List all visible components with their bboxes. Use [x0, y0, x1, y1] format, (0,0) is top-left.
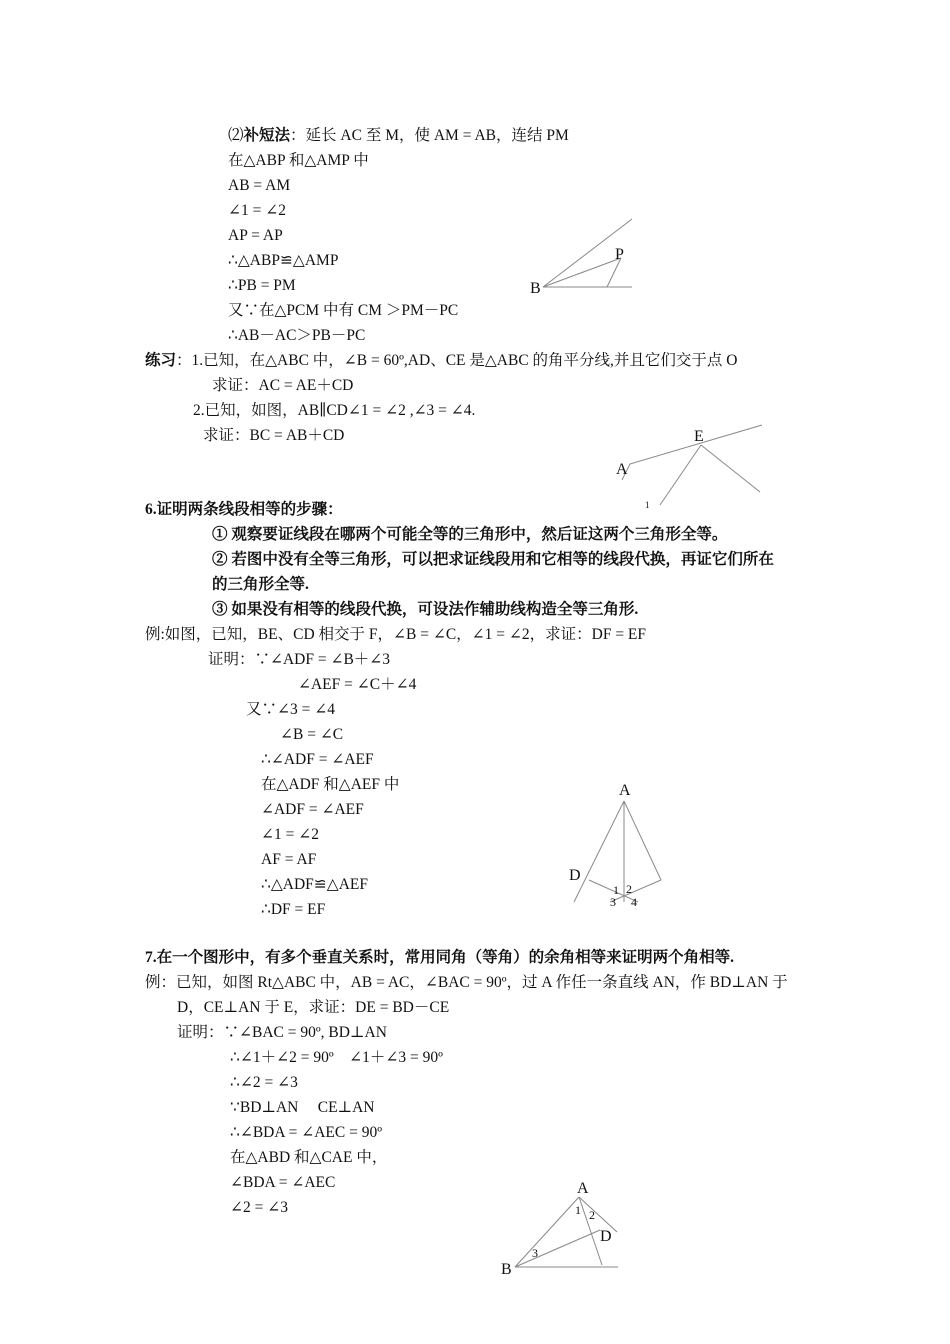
practice-title: 练习	[145, 352, 177, 369]
proof-line: ∴∠1＋∠2 = 90º ∠1＋∠3 = 90º	[230, 1049, 443, 1066]
point-label-a: A	[616, 461, 628, 478]
angle-label-2: 2	[589, 1208, 595, 1222]
right-triangle-figure-4	[495, 1175, 625, 1280]
proof-line: ∠BDA = ∠AEC	[230, 1174, 336, 1191]
figure-line	[701, 445, 760, 492]
section-7-title: 7.在一个图形中，有多个垂直关系时，常用同角（等角）的余角相等来证明两个角相等.	[145, 949, 735, 966]
example-statement: 例：已知，如图 Rt△ABC 中，AB = AC，∠BAC = 90º，过 A 作任一条直线 AN，作 BD⊥AN 于	[145, 974, 788, 991]
angle-label-1: 1	[613, 883, 619, 897]
proof-line: ∠2 = ∠3	[230, 1199, 288, 1216]
step-3: ③ 如果没有相等的线段代换，可设法作辅助线构造全等三角形.	[212, 601, 639, 618]
proof-line: 在△ADF 和△AEF 中	[261, 776, 400, 793]
practice-line	[145, 351, 737, 371]
angle-label-3: 3	[610, 895, 616, 909]
proof-line: ∴AB－AC＞PB－PC	[228, 327, 366, 344]
practice-problem-1: ：1.已知，在△ABC 中，∠B = 60º,AD、CE 是△ABC 的角平分线,并且它们交于点 O	[176, 352, 738, 369]
practice-prove-1: 求证：AC = AE＋CD	[212, 377, 354, 394]
proof-line: AF = AF	[261, 851, 317, 868]
method-name: 补短法	[243, 127, 291, 144]
angle-label-1: 1	[645, 500, 650, 510]
proof-line: ∠1 = ∠2	[261, 826, 319, 843]
proof-line: 证明：∵∠ADF = ∠B＋∠3	[208, 651, 391, 668]
step-1: ① 观察要证线段在哪两个可能全等的三角形中，然后证这两个三角形全等。	[212, 526, 728, 543]
section-6-title: 6.证明两条线段相等的步骤：	[145, 501, 343, 518]
proof-line: AB = AM	[228, 177, 291, 194]
triangle-figure-3	[560, 775, 675, 909]
proof-line: ∵BD⊥AN CE⊥AN	[230, 1099, 375, 1116]
proof-line: ∴△ABP≌△AMP	[228, 252, 339, 269]
angle-label-4: 4	[631, 895, 637, 909]
method-line	[228, 126, 569, 146]
figure-line	[515, 1230, 600, 1267]
triangle-figure-1	[525, 215, 640, 300]
proof-line: 又∵在△PCM 中有 CM ＞PM－PC	[228, 302, 459, 319]
point-label-d: D	[569, 867, 581, 884]
proof-line: 证明：∵∠BAC = 90º, BD⊥AN	[177, 1024, 387, 1041]
proof-line: ∴∠ADF = ∠AEF	[261, 751, 374, 768]
point-label-a: A	[577, 1180, 589, 1197]
point-label-b: B	[530, 280, 541, 297]
angle-label-1: 1	[575, 1203, 581, 1217]
proof-line: ∠1 = ∠2	[228, 202, 286, 219]
method-number: ⑵	[228, 127, 244, 144]
trapezoid-figure-2	[610, 420, 770, 510]
angle-label-3: 3	[532, 1246, 538, 1260]
proof-line: 在△ABP 和△AMP 中	[228, 152, 369, 169]
point-label-d: D	[600, 1228, 612, 1245]
method-description: ：延长 AC 至 M，使 AM = AB，连结 PM	[290, 127, 569, 144]
example-statement: 例:如图，已知，BE、CD 相交于 F，∠B = ∠C，∠1 = ∠2，求证：DF = EF	[145, 626, 647, 643]
point-label-b: B	[501, 1261, 512, 1278]
proof-line: ∴DF = EF	[261, 901, 326, 918]
example-statement-continued: D，CE⊥AN 于 E，求证：DE = BD－CE	[177, 999, 450, 1016]
point-label-a: A	[619, 782, 631, 799]
point-label-e: E	[694, 428, 704, 445]
proof-line: ∴∠2 = ∠3	[230, 1074, 298, 1091]
step-2-continued: 的三角形全等.	[212, 576, 309, 593]
practice-problem-2: 2.已知，如图，AB∥CD∠1 = ∠2 ,∠3 = ∠4.	[193, 402, 476, 419]
proof-line: ∴PB = PM	[228, 277, 296, 294]
proof-line: ∠B = ∠C	[280, 726, 344, 743]
proof-line: 在△ABD 和△CAE 中，	[230, 1149, 388, 1166]
angle-label-2: 2	[626, 882, 632, 896]
proof-line: ∠AEF = ∠C＋∠4	[298, 676, 417, 693]
figure-line	[624, 801, 661, 880]
figure-line	[515, 1197, 579, 1267]
proof-line: 又∵∠3 = ∠4	[246, 701, 335, 718]
step-2: ② 若图中没有全等三角形，可以把求证线段用和它相等的线段代换，再证它们所在	[212, 551, 774, 568]
proof-line: ∠ADF = ∠AEF	[261, 801, 364, 818]
practice-prove-2: 求证：BC = AB＋CD	[203, 427, 345, 444]
figure-line	[660, 445, 701, 505]
proof-line: ∴△ADF≌△AEF	[261, 876, 368, 893]
point-label-p: P	[615, 246, 624, 263]
proof-line: AP = AP	[228, 227, 283, 244]
proof-line: ∴∠BDA = ∠AEC = 90º	[230, 1124, 382, 1141]
